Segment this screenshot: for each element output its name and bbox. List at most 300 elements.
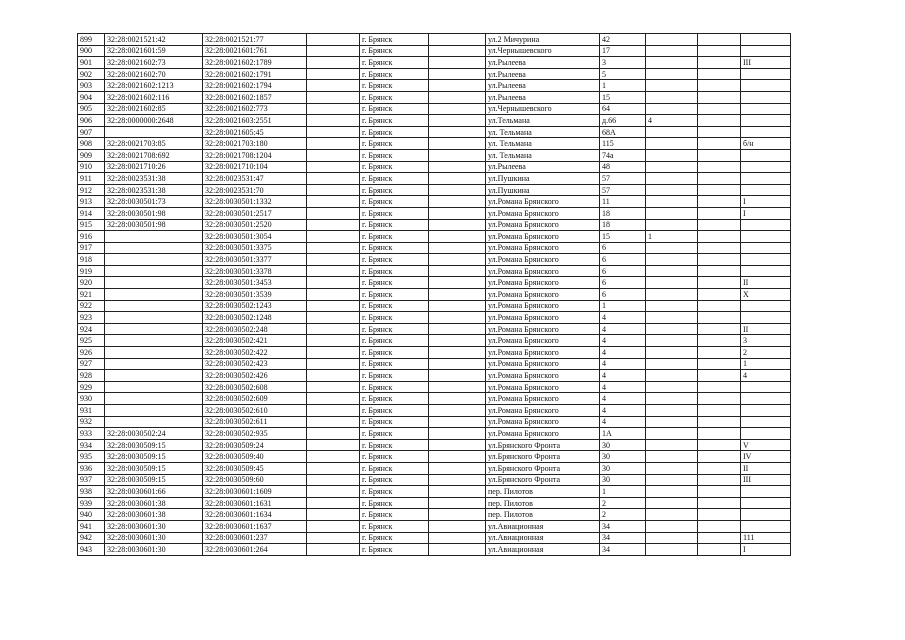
property-registry-table (77, 33, 791, 556)
table-row (78, 486, 791, 498)
city-cell: г. Брянск (360, 68, 429, 80)
blank-cell-b (429, 289, 486, 301)
row-number-cell: 900 (78, 45, 105, 57)
premises-cell: I (741, 207, 791, 219)
blank-cell-a (307, 405, 360, 417)
building-cell (646, 416, 698, 428)
row-number-cell: 912 (78, 184, 105, 196)
house-number-cell: 11 (600, 196, 646, 208)
object-cadastral-number-cell: 32:28:0030501:3375 (203, 242, 307, 254)
building-cell (646, 439, 698, 451)
street-cell: ул.Рылеева (486, 161, 600, 173)
building-cell (646, 347, 698, 359)
row-number-cell: 941 (78, 520, 105, 532)
street-cell: ул.Романа Брянского (486, 323, 600, 335)
object-cadastral-number-cell: 32:28:0030501:2517 (203, 207, 307, 219)
land-cadastral-number-cell: 32:28:0030502:24 (105, 428, 203, 440)
blank-cell-b (429, 173, 486, 185)
object-cadastral-number-cell: 32:28:0030601:1609 (203, 486, 307, 498)
house-number-cell: 1 (600, 300, 646, 312)
street-cell: пер. Пилотов (486, 497, 600, 509)
land-cadastral-number-cell: 32:28:0021602:85 (105, 103, 203, 115)
land-cadastral-number-cell (105, 254, 203, 266)
building-cell (646, 405, 698, 417)
table-row (78, 462, 791, 474)
street-cell: ул.Пушкина (486, 173, 600, 185)
land-cadastral-number-cell (105, 289, 203, 301)
house-number-cell: 5 (600, 68, 646, 80)
blank-cell-b (429, 115, 486, 127)
building-cell (646, 532, 698, 544)
land-cadastral-number-cell (105, 242, 203, 254)
blank-cell-c (698, 57, 741, 69)
house-number-cell: 1 (600, 486, 646, 498)
blank-cell-a (307, 462, 360, 474)
blank-cell-c (698, 428, 741, 440)
street-cell: ул.Романа Брянского (486, 300, 600, 312)
street-cell: ул.Романа Брянского (486, 405, 600, 417)
table-row (78, 207, 791, 219)
premises-cell: III (741, 57, 791, 69)
blank-cell-b (429, 474, 486, 486)
premises-cell (741, 161, 791, 173)
blank-cell-c (698, 497, 741, 509)
object-cadastral-number-cell: 32:28:0030509:45 (203, 462, 307, 474)
premises-cell (741, 486, 791, 498)
house-number-cell: 74а (600, 149, 646, 161)
blank-cell-c (698, 509, 741, 521)
land-cadastral-number-cell: 32:28:0021602:73 (105, 57, 203, 69)
house-number-cell: 115 (600, 138, 646, 150)
premises-cell: III (741, 474, 791, 486)
row-number-cell: 921 (78, 289, 105, 301)
street-cell: ул.Романа Брянского (486, 219, 600, 231)
table-row (78, 474, 791, 486)
blank-cell-a (307, 207, 360, 219)
row-number-cell: 934 (78, 439, 105, 451)
premises-cell (741, 312, 791, 324)
house-number-cell: 68А (600, 126, 646, 138)
blank-cell-c (698, 115, 741, 127)
house-number-cell: 42 (600, 34, 646, 46)
building-cell (646, 161, 698, 173)
object-cadastral-number-cell: 32:28:0030502:423 (203, 358, 307, 370)
building-cell (646, 486, 698, 498)
premises-cell (741, 68, 791, 80)
table-row (78, 115, 791, 127)
city-cell: г. Брянск (360, 115, 429, 127)
blank-cell-b (429, 45, 486, 57)
blank-cell-a (307, 242, 360, 254)
object-cadastral-number-cell: 32:28:0021602:1789 (203, 57, 307, 69)
object-cadastral-number-cell: 32:28:0030601:1631 (203, 497, 307, 509)
object-cadastral-number-cell: 32:28:0021602:1857 (203, 91, 307, 103)
building-cell (646, 335, 698, 347)
blank-cell-a (307, 126, 360, 138)
blank-cell-b (429, 532, 486, 544)
blank-cell-c (698, 520, 741, 532)
street-cell: ул.Рылеева (486, 80, 600, 92)
land-cadastral-number-cell: 32:28:0030601:38 (105, 497, 203, 509)
land-cadastral-number-cell (105, 393, 203, 405)
row-number-cell: 925 (78, 335, 105, 347)
building-cell (646, 80, 698, 92)
land-cadastral-number-cell (105, 416, 203, 428)
table-row (78, 405, 791, 417)
blank-cell-a (307, 80, 360, 92)
table-row (78, 242, 791, 254)
city-cell: г. Брянск (360, 520, 429, 532)
object-cadastral-number-cell: 32:28:0021602:1794 (203, 80, 307, 92)
blank-cell-b (429, 323, 486, 335)
object-cadastral-number-cell: 32:28:0030509:40 (203, 451, 307, 463)
table-row (78, 335, 791, 347)
premises-cell (741, 126, 791, 138)
premises-cell: 2 (741, 347, 791, 359)
blank-cell-b (429, 370, 486, 382)
blank-cell-b (429, 381, 486, 393)
street-cell: ул.Романа Брянского (486, 277, 600, 289)
building-cell (646, 381, 698, 393)
blank-cell-c (698, 358, 741, 370)
premises-cell (741, 219, 791, 231)
table-row (78, 532, 791, 544)
house-number-cell: 15 (600, 91, 646, 103)
row-number-cell: 943 (78, 544, 105, 556)
object-cadastral-number-cell: 32:28:0030501:2520 (203, 219, 307, 231)
blank-cell-c (698, 196, 741, 208)
table-row (78, 68, 791, 80)
street-cell: ул.Чернышевского (486, 45, 600, 57)
object-cadastral-number-cell: 32:28:0030502:1243 (203, 300, 307, 312)
house-number-cell: 4 (600, 405, 646, 417)
city-cell: г. Брянск (360, 451, 429, 463)
object-cadastral-number-cell: 32:28:0030501:3054 (203, 231, 307, 243)
blank-cell-b (429, 439, 486, 451)
street-cell: ул.Романа Брянского (486, 416, 600, 428)
house-number-cell: 30 (600, 451, 646, 463)
blank-cell-a (307, 173, 360, 185)
blank-cell-c (698, 138, 741, 150)
blank-cell-a (307, 300, 360, 312)
street-cell: ул. Тельмана (486, 149, 600, 161)
premises-cell (741, 497, 791, 509)
street-cell: ул. Тельмана (486, 138, 600, 150)
row-number-cell: 906 (78, 115, 105, 127)
city-cell: г. Брянск (360, 347, 429, 359)
row-number-cell: 899 (78, 34, 105, 46)
table-row (78, 323, 791, 335)
premises-cell (741, 381, 791, 393)
premises-cell (741, 520, 791, 532)
house-number-cell: 4 (600, 358, 646, 370)
object-cadastral-number-cell: 32:28:0030601:264 (203, 544, 307, 556)
row-number-cell: 922 (78, 300, 105, 312)
street-cell: ул.Романа Брянского (486, 428, 600, 440)
house-number-cell: 4 (600, 370, 646, 382)
table-row (78, 184, 791, 196)
city-cell: г. Брянск (360, 138, 429, 150)
street-cell: ул.Рылеева (486, 57, 600, 69)
table-row (78, 428, 791, 440)
object-cadastral-number-cell: 32:28:0030601:1637 (203, 520, 307, 532)
land-cadastral-number-cell: 32:28:0021703:85 (105, 138, 203, 150)
city-cell: г. Брянск (360, 196, 429, 208)
blank-cell-a (307, 149, 360, 161)
land-cadastral-number-cell (105, 370, 203, 382)
blank-cell-b (429, 428, 486, 440)
table-row (78, 416, 791, 428)
blank-cell-c (698, 451, 741, 463)
row-number-cell: 937 (78, 474, 105, 486)
row-number-cell: 926 (78, 347, 105, 359)
building-cell (646, 358, 698, 370)
city-cell: г. Брянск (360, 370, 429, 382)
blank-cell-c (698, 126, 741, 138)
building-cell (646, 45, 698, 57)
street-cell: пер. Пилотов (486, 486, 600, 498)
blank-cell-c (698, 300, 741, 312)
premises-cell (741, 184, 791, 196)
row-number-cell: 933 (78, 428, 105, 440)
land-cadastral-number-cell: 32:28:0021602:116 (105, 91, 203, 103)
premises-cell (741, 91, 791, 103)
building-cell (646, 323, 698, 335)
blank-cell-b (429, 462, 486, 474)
premises-cell (741, 173, 791, 185)
city-cell: г. Брянск (360, 544, 429, 556)
building-cell (646, 68, 698, 80)
blank-cell-a (307, 335, 360, 347)
building-cell (646, 103, 698, 115)
house-number-cell: 3 (600, 57, 646, 69)
object-cadastral-number-cell: 32:28:0030502:422 (203, 347, 307, 359)
table-row (78, 173, 791, 185)
blank-cell-c (698, 207, 741, 219)
blank-cell-c (698, 347, 741, 359)
blank-cell-a (307, 544, 360, 556)
row-number-cell: 916 (78, 231, 105, 243)
building-cell (646, 428, 698, 440)
land-cadastral-number-cell: 32:28:0021601:59 (105, 45, 203, 57)
building-cell (646, 474, 698, 486)
city-cell: г. Брянск (360, 45, 429, 57)
house-number-cell: 48 (600, 161, 646, 173)
table-row (78, 393, 791, 405)
building-cell (646, 393, 698, 405)
street-cell: ул.Романа Брянского (486, 254, 600, 266)
street-cell: ул.Романа Брянского (486, 231, 600, 243)
blank-cell-c (698, 486, 741, 498)
city-cell: г. Брянск (360, 439, 429, 451)
land-cadastral-number-cell: 32:28:0021708:692 (105, 149, 203, 161)
table-row (78, 196, 791, 208)
table-row (78, 45, 791, 57)
city-cell: г. Брянск (360, 207, 429, 219)
premises-cell (741, 428, 791, 440)
building-cell (646, 34, 698, 46)
land-cadastral-number-cell (105, 265, 203, 277)
table-row (78, 80, 791, 92)
row-number-cell: 928 (78, 370, 105, 382)
building-cell (646, 370, 698, 382)
building-cell (646, 289, 698, 301)
city-cell: г. Брянск (360, 405, 429, 417)
house-number-cell: 1 (600, 80, 646, 92)
blank-cell-b (429, 497, 486, 509)
blank-cell-b (429, 347, 486, 359)
table-row (78, 312, 791, 324)
premises-cell (741, 103, 791, 115)
house-number-cell: 34 (600, 544, 646, 556)
blank-cell-a (307, 138, 360, 150)
house-number-cell: 15 (600, 231, 646, 243)
street-cell: ул.Романа Брянского (486, 196, 600, 208)
blank-cell-b (429, 265, 486, 277)
row-number-cell: 929 (78, 381, 105, 393)
blank-cell-c (698, 68, 741, 80)
building-cell (646, 451, 698, 463)
blank-cell-b (429, 149, 486, 161)
premises-cell (741, 509, 791, 521)
city-cell: г. Брянск (360, 393, 429, 405)
city-cell: г. Брянск (360, 381, 429, 393)
premises-cell (741, 80, 791, 92)
table-row (78, 57, 791, 69)
city-cell: г. Брянск (360, 335, 429, 347)
blank-cell-b (429, 80, 486, 92)
premises-cell: II (741, 323, 791, 335)
table-row (78, 544, 791, 556)
premises-cell (741, 254, 791, 266)
house-number-cell: 6 (600, 254, 646, 266)
house-number-cell: д.66 (600, 115, 646, 127)
blank-cell-c (698, 289, 741, 301)
house-number-cell: 57 (600, 173, 646, 185)
city-cell: г. Брянск (360, 34, 429, 46)
street-cell: ул.2 Мичурина (486, 34, 600, 46)
row-number-cell: 942 (78, 532, 105, 544)
blank-cell-b (429, 405, 486, 417)
row-number-cell: 935 (78, 451, 105, 463)
land-cadastral-number-cell (105, 300, 203, 312)
building-cell (646, 91, 698, 103)
object-cadastral-number-cell: 32:28:0030501:3453 (203, 277, 307, 289)
table-row (78, 149, 791, 161)
building-cell (646, 497, 698, 509)
blank-cell-a (307, 34, 360, 46)
premises-cell: I (741, 544, 791, 556)
house-number-cell: 6 (600, 242, 646, 254)
street-cell: ул.Романа Брянского (486, 312, 600, 324)
street-cell: ул.Пушкина (486, 184, 600, 196)
row-number-cell: 909 (78, 149, 105, 161)
object-cadastral-number-cell: 32:28:0030501:1332 (203, 196, 307, 208)
building-cell (646, 207, 698, 219)
street-cell: ул.Рылеева (486, 91, 600, 103)
object-cadastral-number-cell: 32:28:0030509:24 (203, 439, 307, 451)
row-number-cell: 923 (78, 312, 105, 324)
object-cadastral-number-cell: 32:28:0021601:761 (203, 45, 307, 57)
blank-cell-a (307, 265, 360, 277)
row-number-cell: 901 (78, 57, 105, 69)
blank-cell-c (698, 277, 741, 289)
table-row (78, 358, 791, 370)
city-cell: г. Брянск (360, 277, 429, 289)
premises-cell: IV (741, 451, 791, 463)
table-row (78, 103, 791, 115)
house-number-cell: 34 (600, 520, 646, 532)
object-cadastral-number-cell: 32:28:0030601:237 (203, 532, 307, 544)
table-row (78, 231, 791, 243)
blank-cell-b (429, 138, 486, 150)
table-row (78, 347, 791, 359)
blank-cell-a (307, 358, 360, 370)
city-cell: г. Брянск (360, 149, 429, 161)
house-number-cell: 4 (600, 335, 646, 347)
blank-cell-c (698, 405, 741, 417)
blank-cell-a (307, 370, 360, 382)
blank-cell-c (698, 161, 741, 173)
row-number-cell: 927 (78, 358, 105, 370)
row-number-cell: 902 (78, 68, 105, 80)
row-number-cell: 904 (78, 91, 105, 103)
blank-cell-a (307, 439, 360, 451)
blank-cell-a (307, 312, 360, 324)
city-cell: г. Брянск (360, 57, 429, 69)
blank-cell-b (429, 312, 486, 324)
premises-cell (741, 231, 791, 243)
street-cell: ул.Брянского Фронта (486, 451, 600, 463)
object-cadastral-number-cell: 32:28:0023531:70 (203, 184, 307, 196)
blank-cell-c (698, 532, 741, 544)
blank-cell-b (429, 57, 486, 69)
blank-cell-a (307, 254, 360, 266)
blank-cell-a (307, 416, 360, 428)
house-number-cell: 2 (600, 509, 646, 521)
house-number-cell: 64 (600, 103, 646, 115)
blank-cell-c (698, 474, 741, 486)
building-cell (646, 265, 698, 277)
object-cadastral-number-cell: 32:28:0021605:45 (203, 126, 307, 138)
blank-cell-b (429, 231, 486, 243)
city-cell: г. Брянск (360, 91, 429, 103)
table-row (78, 381, 791, 393)
object-cadastral-number-cell: 32:28:0021708:1204 (203, 149, 307, 161)
city-cell: г. Брянск (360, 184, 429, 196)
street-cell: ул.Романа Брянского (486, 393, 600, 405)
house-number-cell: 2 (600, 497, 646, 509)
row-number-cell: 938 (78, 486, 105, 498)
land-cadastral-number-cell: 32:28:0030601:38 (105, 509, 203, 521)
blank-cell-c (698, 312, 741, 324)
street-cell: ул.Романа Брянского (486, 265, 600, 277)
table-row (78, 439, 791, 451)
street-cell: ул.Авиационная (486, 544, 600, 556)
blank-cell-c (698, 45, 741, 57)
object-cadastral-number-cell: 32:28:0030502:421 (203, 335, 307, 347)
blank-cell-a (307, 393, 360, 405)
row-number-cell: 908 (78, 138, 105, 150)
house-number-cell: 30 (600, 439, 646, 451)
blank-cell-c (698, 242, 741, 254)
street-cell: ул.Брянского Фронта (486, 462, 600, 474)
land-cadastral-number-cell: 32:28:0030509:15 (105, 474, 203, 486)
premises-cell: V (741, 439, 791, 451)
premises-cell (741, 149, 791, 161)
building-cell (646, 219, 698, 231)
blank-cell-b (429, 486, 486, 498)
